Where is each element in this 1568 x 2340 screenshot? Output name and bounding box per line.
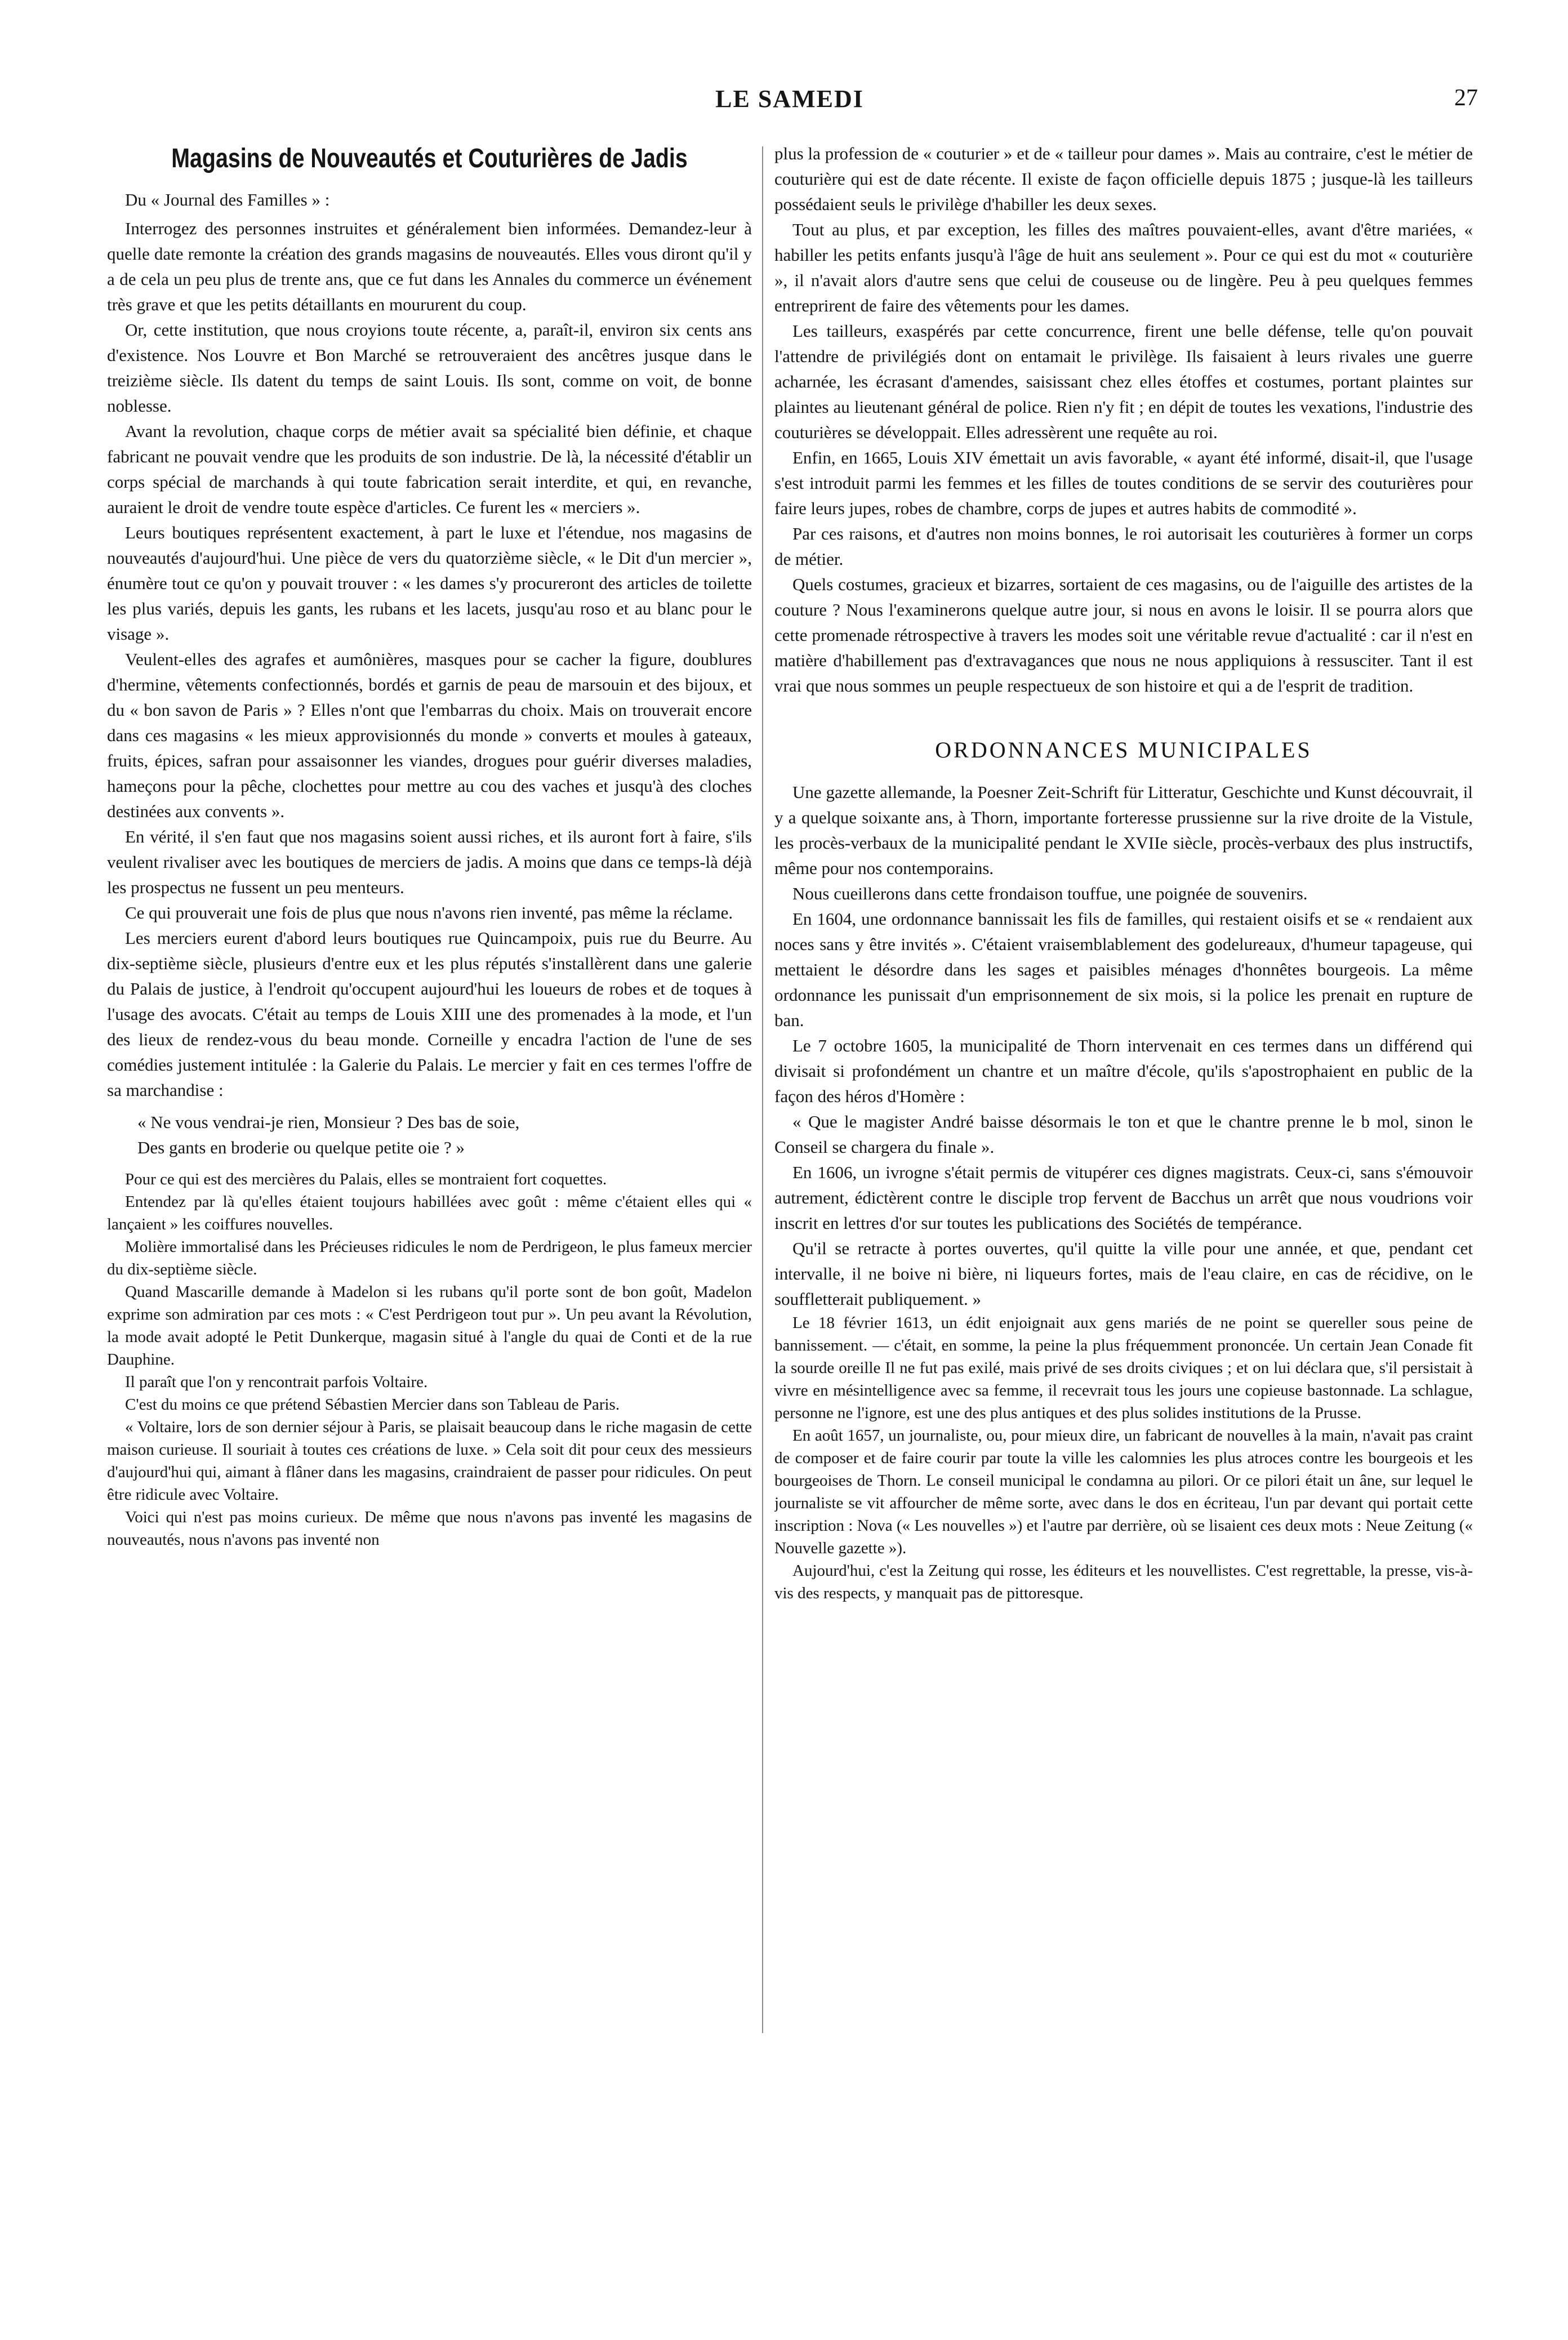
paragraph: C'est du moins ce que prétend Sébastien Mercier dans son Tableau de Paris.	[125, 1396, 620, 1414]
paragraph: Interrogez des personnes instruites et généralement bien informées. Demandez-leur à quelle date remonte la création des grands magasins de nouveautés. Elles vous diront qu'il y a de cela un peu plus de trente ans, que ce fut dans les Annales du commerce un événement très grave et que les petits détaillants en moururent du coup.	[107, 219, 752, 314]
paragraph: Avant la revolution, chaque corps de métier avait sa spécialité bien définie, et chaque fabricant ne pouvait vendre que les produits de son industrie. De là, la nécessité d'établir un corps spécial de marchands à qui toute fabrication serait interdite, et qui, en revanche, auraient le droit de vendre toute espèce d'articles. Ce furent les « merciers ».	[107, 421, 752, 517]
paragraph: Voici qui n'est pas moins curieux. De même que nous n'avons pas inventé les magasins de nouveautés, nous n'avons pas inventé non	[107, 1508, 752, 1549]
running-title: LE SAMEDI	[715, 85, 864, 113]
paragraph: Par ces raisons, et d'autres non moins bonnes, le roi autorisait les couturières à former un corps de métier.	[774, 524, 1473, 569]
paragraph: Pour ce qui est des mercières du Palais, elles se montraient fort coquettes.	[125, 1170, 607, 1188]
paragraph: En 1606, un ivrogne s'était permis de vitupérer ces dignes magistrats. Ceux-ci, sans s'émouvoir autrement, édictèrent contre le disciple trop fervent de Bacchus un arrêt que nous voudrions voir inscrit en lettres d'or sur toutes les publications des Sociétés de tempérance.	[774, 1162, 1473, 1233]
paragraph: Il paraît que l'on y rencontrait parfois Voltaire.	[125, 1373, 428, 1391]
paragraph: Veulent-elles des agrafes et aumônières, masques pour se cacher la figure, doublures d'hermine, vêtements confectionnés, bordés et garnis de peau de marsouin et des bijoux, et du « bon savon de Paris » ? Elles n'ont que l'embarras du choix. Mais on trouverait encore dans ces magasins « les mieux approvisionnés du monde » converts et moules à gateaux, fruits, épices, safran pour assaisonner les viandes, drogues pour guérir diverses maladies, hameçons pour la pêche, clochettes pour mettre au cou des vaches et jusqu'à des cloches destinées aux convents ».	[107, 649, 752, 821]
article-title: Magasins de Nouveautés et Couturières de Jadis	[171, 144, 688, 173]
paragraph: Une gazette allemande, la Poesner Zeit-Schrift für Litteratur, Geschichte und Kunst découvrait, il y a quelque soixante ans, à Thorn, importante forteresse prussienne sur la rive droite de la Vistule, les procès-verbaux de la municipalité pendant le XVIIe siècle, procès-verbaux des plus instructifs, même pour nos contemporains.	[774, 782, 1473, 878]
paragraph: Quels costumes, gracieux et bizarres, sortaient de ces magasins, ou de l'aiguille des artistes de la couture ? Nous l'examinerons quelque autre jour, si nous en avons le loisir. Il se pourra alors que cette promenade rétrospective à travers les modes soit une véritable revue d'actualité : car il n'est en matière d'habillement pas d'extravagances que nous ne nous appliquions à ressusciter. Tant il est vrai que nous sommes un peuple respectueux de son histoire et qui a de l'esprit de tradition.	[774, 574, 1473, 696]
paragraph: Les tailleurs, exaspérés par cette concurrence, firent une belle défense, telle qu'on pouvait l'attendre de privilégiés dont on entamait le privilège. Ils faisaient à leurs rivales une guerre acharnée, les écrasant d'amendes, saisissant chez elles étoffes et costumes, portant plaintes sur plaintes au lieutenant général de police. Rien n'y fit ; en dépit de toutes les vexations, l'industrie des couturières se développait. Elles adressèrent une requête au roi.	[774, 321, 1473, 442]
left-column	[107, 141, 752, 2256]
paragraph: Molière immortalisé dans les Précieuses ridicules le nom de Perdrigeon, le plus fameux mercier du dix-septième siècle.	[107, 1238, 752, 1278]
paragraph: Nous cueillerons dans cette frondaison touffue, une poignée de souvenirs.	[792, 884, 1308, 903]
paragraph: « Voltaire, lors de son dernier séjour à Paris, se plaisait beaucoup dans le riche magasin de cette maison curieuse. Il souriait à toutes ces créations de luxe. » Cela soit dit pour ceux des messieurs d'aujourd'hui qui, aimant à flâner dans les magasins, craindraient de passer pour ridicules. On peut être ridicule avec Voltaire.	[107, 1418, 752, 1504]
paragraph: Ce qui prouverait une fois de plus que nous n'avons rien inventé, pas même la réclame.	[125, 903, 733, 922]
paragraph: Or, cette institution, que nous croyions toute récente, a, paraît-il, environ six cents ans d'existence. Nos Louvre et Bon Marché se retrouveraient des ancêtres jusque dans le treizième siècle. Ils datent du temps de saint Louis. Ils sont, comme on voit, de bonne noblesse.	[107, 320, 752, 416]
paragraph: Qu'il se retracte à portes ouvertes, qu'il quitte la ville pour une année, et que, pendant cet intervalle, il ne boive ni bière, ni liqueurs fortes, mais de l'eau claire, en cas de récidive, on le souffletterait publiquement. »	[774, 1238, 1473, 1309]
paragraph: Les merciers eurent d'abord leurs boutiques rue Quincampoix, puis rue du Beurre. Au dix-septième siècle, plusieurs d'entre eux et les plus réputés s'installèrent dans une galerie du Palais de justice, à l'endroit qu'occupent aujourd'hui les loueurs de robes et de toques à l'usage des avocats. C'était au temps de Louis XIII une des promenades à la mode, et l'un des lieux de rendez-vous du beau monde. Corneille y encadra l'action de l'une de ses comédies justement intitulée : la Galerie du Palais. Le mercier y fait en ces termes l'offre de sa marchandise :	[107, 928, 752, 1100]
paragraph: Entendez par là qu'elles étaient toujours habillées avec goût : même c'étaient elles qui « lançaient » les coiffures nouvelles.	[107, 1193, 752, 1233]
column-divider	[762, 146, 763, 2033]
article-source: Du « Journal des Familles » :	[125, 190, 330, 210]
page-number: 27	[1454, 85, 1478, 111]
paragraph: Aujourd'hui, c'est la Zeitung qui rosse, les éditeurs et les nouvellistes. C'est regrettable, la presse, vis-à-vis des respects, y manquait pas de pittoresque.	[774, 1562, 1473, 1602]
paragraph: « Que le magister André baisse désormais le ton et que le chantre prenne le b mol, sinon le Conseil se chargera du finale ».	[774, 1112, 1473, 1157]
paragraph: En août 1657, un journaliste, ou, pour mieux dire, un fabricant de nouvelles à la main, n'avait pas craint de composer et de faire courir par toute la ville les calomnies les plus atroces contre les bourgeois et les bourgeoises de Thorn. Le conseil municipal le condamna au pilori. Or ce pilori était un âne, sur lequel le journaliste se vit affourcher de même sorte, avec dans le dos en écriteau, l'un par devant qui portait cette inscription : Nova (« Les nouvelles ») et l'autre par derrière, où se lisaient ces deux mots : Neue Zeitung (« Nouvelle gazette »).	[774, 1427, 1473, 1557]
running-header	[101, 84, 1478, 118]
quote-line: Des gants en broderie ou quelque petite oie ? »	[137, 1138, 465, 1157]
paragraph: En 1604, une ordonnance bannissait les fils de familles, qui restaient oisifs et se « rendaient aux noces sans y être invités ». C'étaient vraisemblablement des godelureaux, d'humeur tapageuse, qui mettaient le désordre dans les sages et paisibles ménages d'honnêtes bourgeois. La même ordonnance les punissait d'un emprisonnement de six mois, si la police les prenait en rupture de ban.	[774, 909, 1473, 1030]
paragraph: plus la profession de « couturier » et de « tailleur pour dames ». Mais au contraire, c'est le métier de couturière qui est de date récente. Il existe de façon officielle depuis 1875 ; jusque-là les tailleurs possédaient seuls le privilège d'habiller les deux sexes.	[774, 144, 1473, 214]
quote-line: « Ne vous vendrai-je rien, Monsieur ? Des bas de soie,	[137, 1112, 520, 1132]
paragraph: Tout au plus, et par exception, les filles des maîtres pouvaient-elles, avant d'être mariées, « habiller les petits enfants jusqu'à l'âge de huit ans seulement ». Pour ce qui est du mot « couturière », il n'avait alors d'autre sens que celui de couseuse ou de lingère. Peu à peu quelques femmes entreprirent de faire des vêtements pour les dames.	[774, 220, 1473, 315]
paragraph: Leurs boutiques représentent exactement, à part le luxe et l'étendue, nos magasins de nouveautés d'aujourd'hui. Une pièce de vers du quatorzième siècle, « le Dit d'un mercier », énumère tout ce qu'on y pouvait trouver : « les dames s'y procureront des articles de toilette les plus variés, depuis les gants, les rubans et les lacets, jusqu'au roso et au blanc pour le visage ».	[107, 523, 752, 644]
paragraph: Enfin, en 1665, Louis XIV émettait un avis favorable, « ayant été informé, disait-il, que l'usage s'est introduit parmi les femmes et les filles de toutes conditions de se servir des couturières pour faire leurs jupes, robes de chambre, corps de jupes et autres habits de commodité ».	[774, 448, 1473, 518]
right-column	[774, 141, 1473, 2256]
paragraph: Quand Mascarille demande à Madelon si les rubans qu'il porte sont de bon goût, Madelon exprime son admiration par ces mots : « C'est Perdrigeon tout pur ». Un peu avant la Révolution, la mode avait adopté le Petit Dunkerque, magasin situé à l'angle du quai de Conti et de la rue Dauphine.	[107, 1283, 752, 1369]
verse-quote	[107, 1109, 752, 1160]
paragraph: Le 7 octobre 1605, la municipalité de Thorn intervenait en ces termes dans un différend qui divisait si profondément un chantre et un maître d'école, qu'ils s'apostrophaient en public de la façon des héros d'Homère :	[774, 1036, 1473, 1106]
paragraph: En vérité, il s'en faut que nos magasins soient aussi riches, et ils auront fort à faire, s'ils veulent rivaliser avec les boutiques de merciers de jadis. A moins que dans ce temps-là déjà les prospectus ne fussent un peu menteurs.	[107, 827, 752, 897]
paragraph: Le 18 février 1613, un édit enjoignait aux gens mariés de ne point se quereller sous peine de bannissement. — c'était, en somme, la peine la plus fréquemment prononcée. Un certain Jean Conade fit la sourde oreille Il ne fut pas exilé, mais privé de ses droits civiques ; et on lui déclara que, s'il persistait à vivre en mésintelligence avec sa femme, il recevrait tous les jours une copieuse bastonnade. La schlague, personne ne l'ignore, est une des plus antiques et des plus solides institutions de la Prusse.	[774, 1314, 1473, 1422]
section-title: ORDONNANCES MUNICIPALES	[935, 737, 1312, 763]
